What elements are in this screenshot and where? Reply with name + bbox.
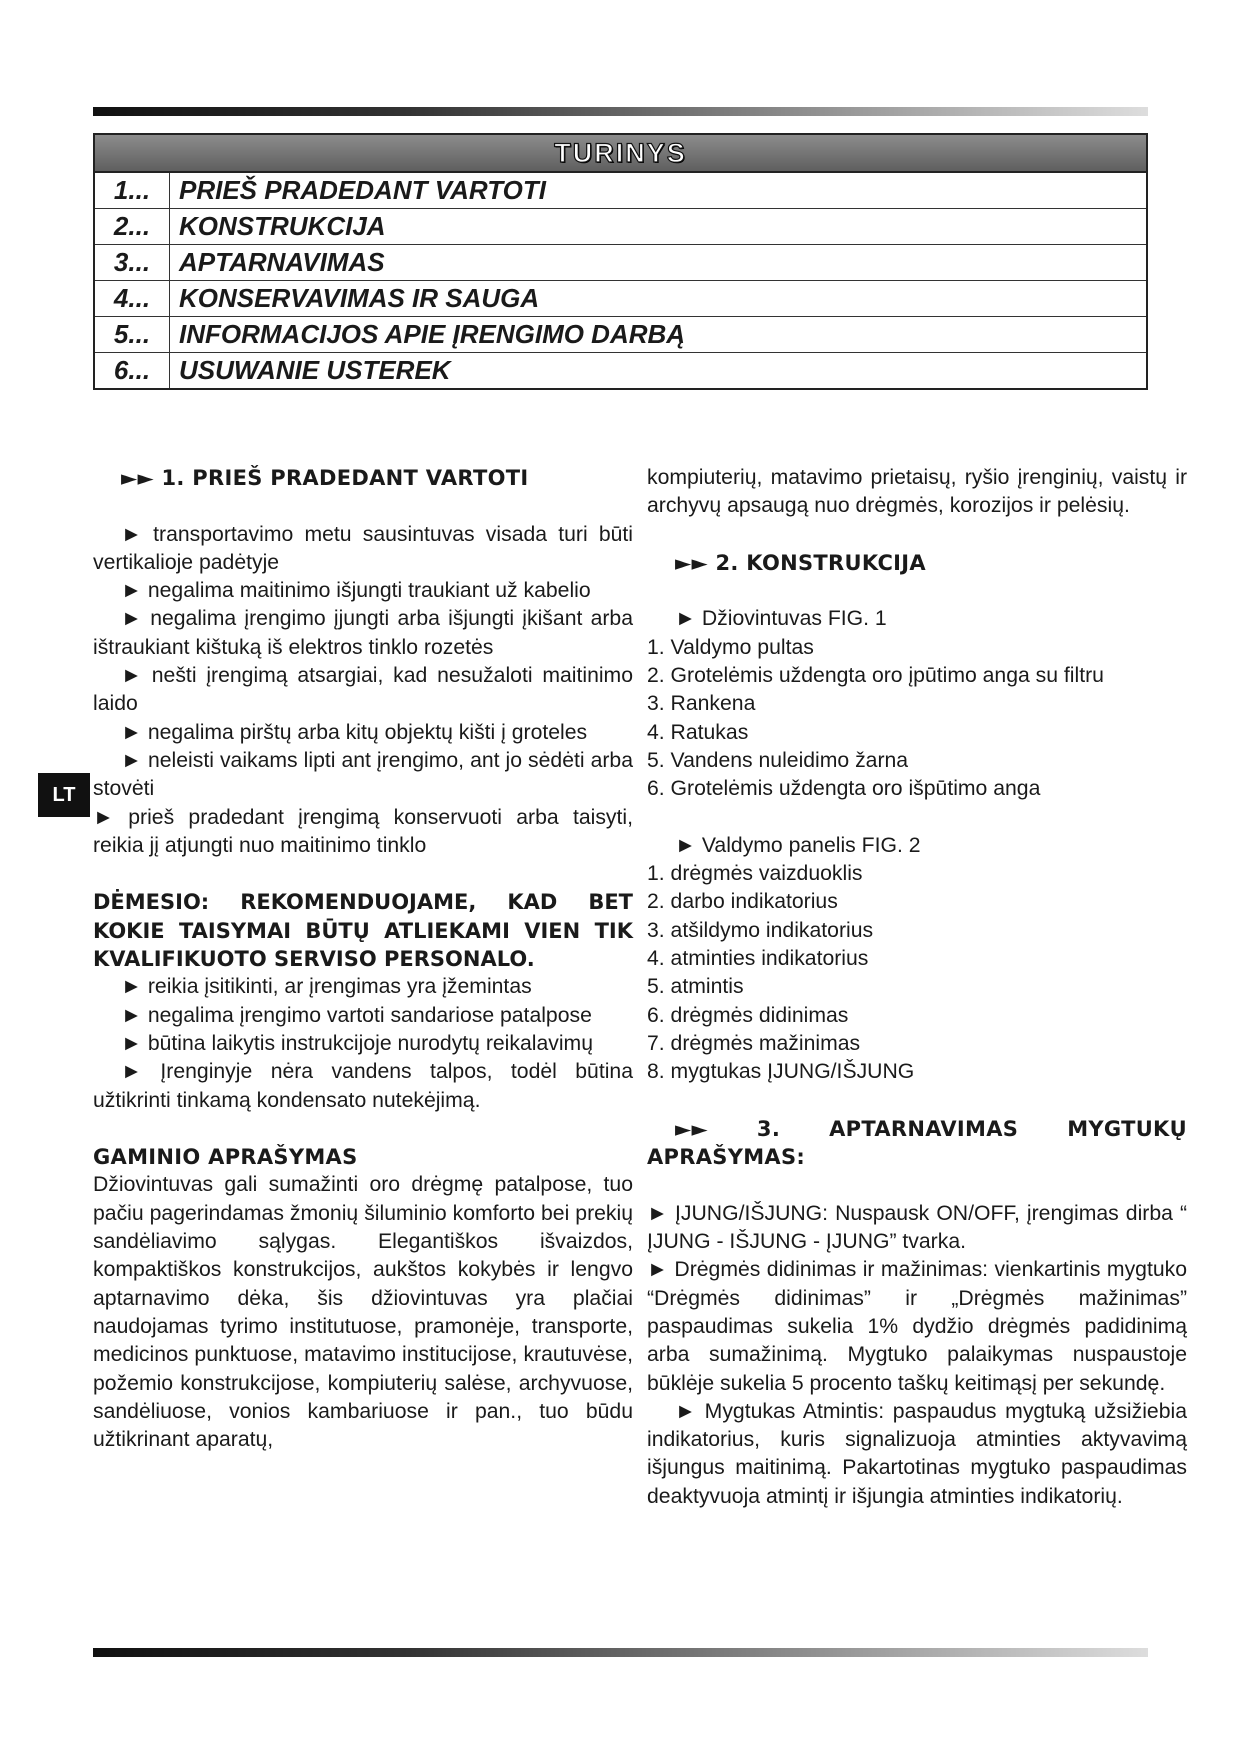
- toc-number: 4...: [95, 281, 170, 316]
- safety-bullet: ► transportavimo metu sausintuvas visada turi būti vertikalioje padėtyje: [93, 522, 633, 574]
- product-description-heading: GAMINIO APRAŠYMAS: [93, 1145, 358, 1170]
- fig2-item: 7. drėgmės mažinimas: [647, 1031, 861, 1055]
- toc-row: [95, 173, 1146, 209]
- toc-row: [95, 281, 1146, 317]
- safety-bullet: ► prieš pradedant įrengimą konservuoti arba taisyti, reikia jį atjungti nuo maitinimo tinklo: [93, 805, 633, 857]
- toc-label: INFORMACIJOS APIE ĮRENGIMO DARBĄ: [179, 319, 686, 349]
- fig2-item: 6. drėgmės didinimas: [647, 1003, 849, 1027]
- product-description-continued: kompiuterių, matavimo prietaisų, ryšio įrenginių, vaistų ir archyvų apsaugą nuo drėgmės, korozijos ir pelėsių.: [647, 466, 1187, 518]
- warning-note: DĖMESIO: REKOMENDUOJAME, KAD BET KOKIE TAISYMAI BŪTŲ ATLIEKAMI VIEN TIK KVALIFIKUOTO SERVISO PERSONALO.: [93, 890, 633, 972]
- safety-bullet: ► neleisti vaikams lipti ant įrengimo, ant jo sėdėti arba stovėti: [93, 748, 633, 801]
- fig2-item: 8. mygtukas ĮJUNG/IŠJUNG: [647, 1060, 915, 1084]
- safety-bullet: ► reikia įsitikinti, ar įrengimas yra įžemintas: [121, 975, 532, 999]
- fig1-item: 3. Rankena: [647, 692, 756, 716]
- fig1-item: 2. Grotelėmis uždengta oro įpūtimo anga su filtru: [647, 664, 1104, 688]
- fig1-item: 5. Vandens nuleidimo žarna: [647, 748, 909, 772]
- button-description: ► ĮJUNG/IŠJUNG: Nuspausk ON/OFF, įrengimas dirba “ ĮJUNG - IŠJUNG - ĮJUNG” tvarka.: [647, 1201, 1187, 1254]
- fig2-item: 4. atminties indikatorius: [647, 947, 869, 971]
- toc-label: PRIEŠ PRADEDANT VARTOTI: [179, 175, 546, 205]
- top-rule: [93, 107, 1148, 116]
- section-1-heading: ►► 1. PRIEŠ PRADEDANT VARTOTI: [121, 466, 529, 490]
- fig1-item: 6. Grotelėmis uždengta oro išpūtimo anga: [647, 777, 1041, 801]
- safety-bullet: ► Įrenginyje nėra vandens talpos, todėl būtina užtikrinti tinkamą kondensato nutekėjimą.: [93, 1060, 633, 1112]
- toc-header: [95, 135, 1146, 173]
- safety-bullet: ► būtina laikytis instrukcijoje nurodytų reikalavimų: [121, 1031, 593, 1055]
- safety-bullet: ► negalima įrengimo įjungti arba išjungti įkišant arba ištraukiant kištuką iš elektros tinklo rozetės: [93, 607, 633, 659]
- safety-bullet: ► nešti įrengimą atsargiai, kad nesužaloti maitinimo laido: [93, 664, 633, 716]
- table-of-contents: [93, 133, 1148, 390]
- toc-row: [95, 353, 1146, 388]
- toc-row: [95, 317, 1146, 353]
- language-tab: LT: [38, 773, 90, 817]
- safety-bullet: ► negalima pirštų arba kitų objektų kišti į groteles: [121, 720, 588, 744]
- button-description: ► Mygtukas Atmintis: paspaudus mygtuką užsižiebia indikatorius, kuris signalizuoja atminties aktyvavimą išjungus maitinimą. Pakartotinas mygtuko paspaudimas deaktyvuoja atmintį ir išjungia atminties indikatorių.: [647, 1399, 1187, 1508]
- toc-number: 3...: [95, 245, 170, 280]
- safety-bullet: ► negalima maitinimo išjungti traukiant už kabelio: [121, 579, 591, 603]
- fig2-title: ► Valdymo panelis FIG. 2: [675, 833, 921, 857]
- toc-title: TURINYS: [554, 137, 687, 168]
- right-column: [647, 464, 1187, 1511]
- toc-label: KONSERVAVIMAS IR SAUGA: [179, 283, 540, 313]
- toc-row: [95, 209, 1146, 245]
- bottom-rule: [93, 1648, 1148, 1657]
- fig2-item: 5. atmintis: [647, 975, 744, 999]
- toc-number: 5...: [95, 317, 170, 352]
- toc-label: KONSTRUKCIJA: [179, 211, 386, 241]
- fig1-item: 4. Ratukas: [647, 720, 749, 744]
- fig2-item: 3. atšildymo indikatorius: [647, 918, 874, 942]
- toc-number: 1...: [95, 173, 170, 208]
- toc-label: USUWANIE USTEREK: [179, 355, 451, 385]
- fig2-item: 1. drėgmės vaizduoklis: [647, 862, 863, 886]
- fig1-item: 1. Valdymo pultas: [647, 635, 814, 659]
- safety-bullet: ► negalima įrengimo vartoti sandariose patalpose: [121, 1003, 592, 1027]
- fig1-title: ► Džiovintuvas FIG. 1: [675, 607, 887, 631]
- toc-row: [95, 245, 1146, 281]
- fig2-item: 2. darbo indikatorius: [647, 890, 838, 914]
- product-description-text: Džiovintuvas gali sumažinti oro drėgmę patalpose, tuo pačiu pagerindamas žmonių šiluminio komforto bei prekių sandėliavimo sąlygas. Elegantiškos išvaizdos, kompaktiškos konstrukcijos, aukštos kokybės ir lengvo aptarnavimo dėka, šis džiovintuvas yra plačiai naudojamas tyrimo institutuose, pramonėje, transporte, medicinos punktuose, matavimo institucijose, krautuvėse, požemio konstrukcijose, kompiuterių salėse, archyvuose, sandėliuose, vonios kambariuose ir pan., tuo būdu užtikrinant aparatų,: [93, 1173, 633, 1452]
- section-2-heading: ►► 2. KONSTRUKCIJA: [675, 550, 926, 575]
- toc-label: APTARNAVIMAS: [179, 247, 385, 277]
- section-3-heading: ►► 3. APTARNAVIMAS MYGTUKŲ APRAŠYMAS:: [647, 1116, 1187, 1170]
- button-description: ► Drėgmės didinimas ir mažinimas: vienkartinis mygtuko “Drėgmės didinimas” ir „Drėgmės mažinimas” paspaudimas sukelia 1% dydžio drėgmės padidinimą arba sumažinimą. Mygtuko palaikymas nuspaustoje būklėje sukelia 5 procento taškų keitimąsį per sekundę.: [647, 1258, 1187, 1395]
- left-column: [93, 464, 633, 1454]
- toc-number: 2...: [95, 209, 170, 244]
- toc-number: 6...: [95, 353, 170, 388]
